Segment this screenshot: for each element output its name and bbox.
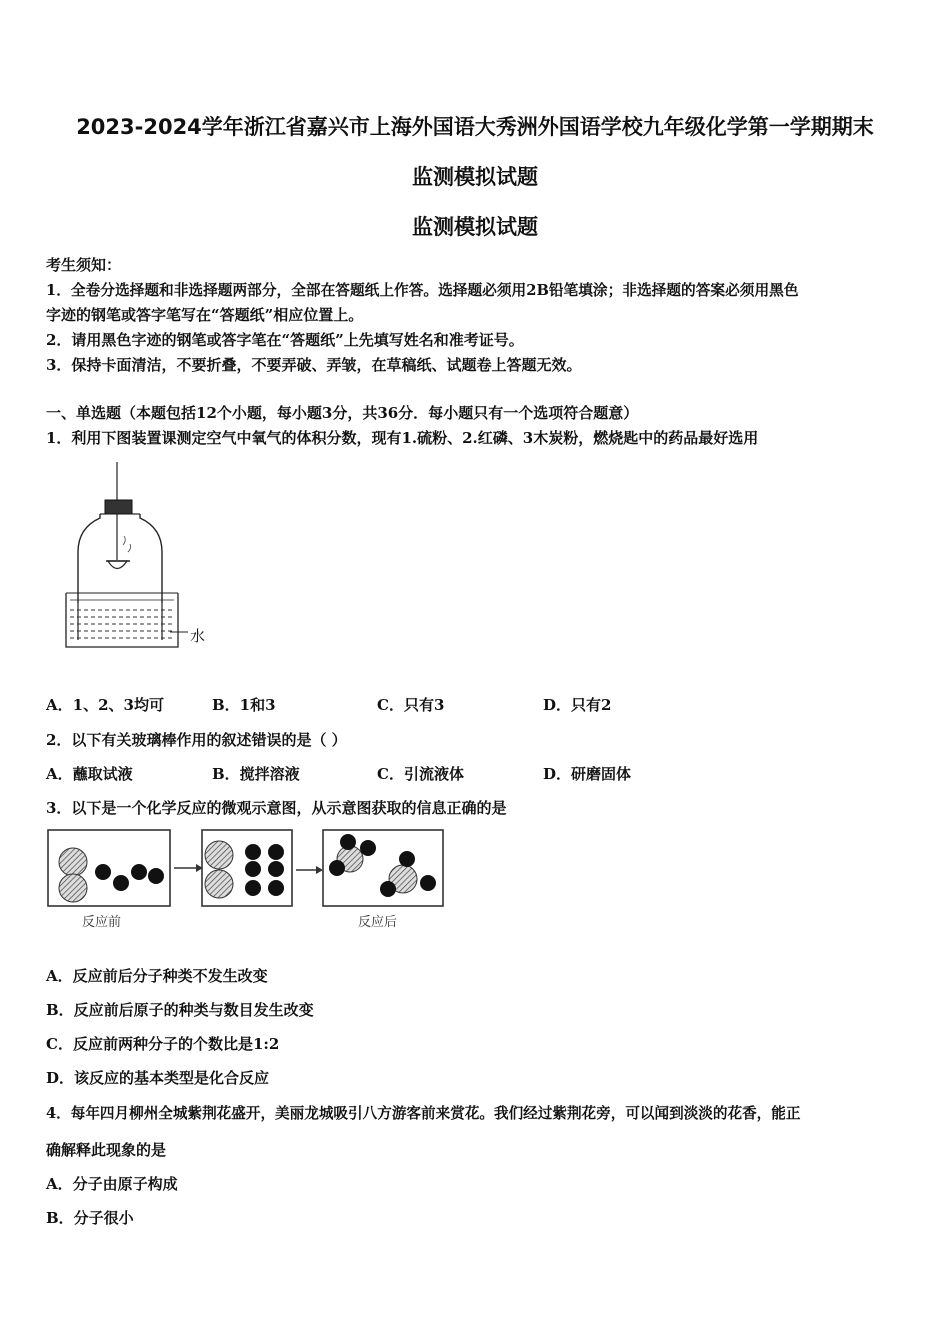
q4-stem-line-1: 4．每年四月柳州全城紫荆花盛开，美丽龙城吸引八方游客前来赏花。我们经过紫荆花旁，可以闻到淡淡的花香，能正 xyxy=(46,1105,801,1122)
notice-heading: 考生须知： xyxy=(46,256,122,274)
q3-option-c[interactable]: C．反应前两种分子的个数比是1:2 xyxy=(46,1035,280,1053)
exam-title-line1: 2023-2024学年浙江省嘉兴市上海外国语大秀洲外国语学校九年级化学第一学期期末 xyxy=(76,115,874,139)
notice-item-1-line-1: 1．全卷分选择题和非选择题两部分，全部在答题纸上作答。选择题必须用2B铅笔填涂；非选择题的答案必须用黑色 xyxy=(46,282,799,299)
exam-title-line2: 监测模拟试题 xyxy=(412,165,538,189)
exam-subtitle: 监测模拟试题 xyxy=(412,215,538,239)
water-label: 水 xyxy=(190,627,206,645)
notice-item-2: 2．请用黑色字迹的钢笔或答字笔在“答题纸”上先填写姓名和准考证号。 xyxy=(46,331,524,349)
q4-option-a[interactable]: A．分子由原子构成 xyxy=(46,1175,178,1193)
q4-option-b[interactable]: B．分子很小 xyxy=(46,1209,134,1227)
q2-option-c[interactable]: C．引流液体 xyxy=(377,765,464,783)
notice-item-3: 3．保持卡面清洁，不要折叠，不要弄破、弄皱，在草稿纸、试题卷上答题无效。 xyxy=(46,356,582,374)
q3-option-b[interactable]: B．反应前后原子的种类与数目发生改变 xyxy=(46,1001,314,1019)
label-before-reaction: 反应前 xyxy=(82,915,122,930)
notice-item-1-line-2: 字迹的钢笔或答字笔写在“答题纸”相应位置上。 xyxy=(46,306,364,324)
q2-option-b[interactable]: B．搅拌溶液 xyxy=(212,765,300,783)
q1-stem: 1．利用下图装置课测定空气中氧气的体积分数，现有1.硫粉、2.红磷、3木炭粉，燃烧匙中的药品最好选用 xyxy=(46,429,759,447)
q2-option-d[interactable]: D．研磨固体 xyxy=(543,765,632,783)
q2-option-a[interactable]: A．蘸取试液 xyxy=(46,765,133,783)
section-heading: 一、单选题（本题包括12个小题，每小题3分，共36分．每小题只有一个选项符合题意） xyxy=(46,404,639,422)
q1-option-c[interactable]: C．只有3 xyxy=(377,696,445,714)
q1-option-d[interactable]: D．只有2 xyxy=(543,696,612,714)
q4-stem-line-2: 确解释此现象的是 xyxy=(46,1141,167,1159)
q3-stem: 3．以下是一个化学反应的微观示意图，从示意图获取的信息正确的是 xyxy=(46,799,507,817)
q1-option-b[interactable]: B．1和3 xyxy=(212,696,276,714)
q3-option-a[interactable]: A．反应前后分子种类不发生改变 xyxy=(46,967,268,985)
q3-option-d[interactable]: D．该反应的基本类型是化合反应 xyxy=(46,1069,270,1087)
q1-option-a[interactable]: A．1、2、3均可 xyxy=(46,696,164,714)
label-after-reaction: 反应后 xyxy=(358,915,398,930)
q2-stem: 2．以下有关玻璃棒作用的叙述错误的是（ ） xyxy=(46,731,347,749)
